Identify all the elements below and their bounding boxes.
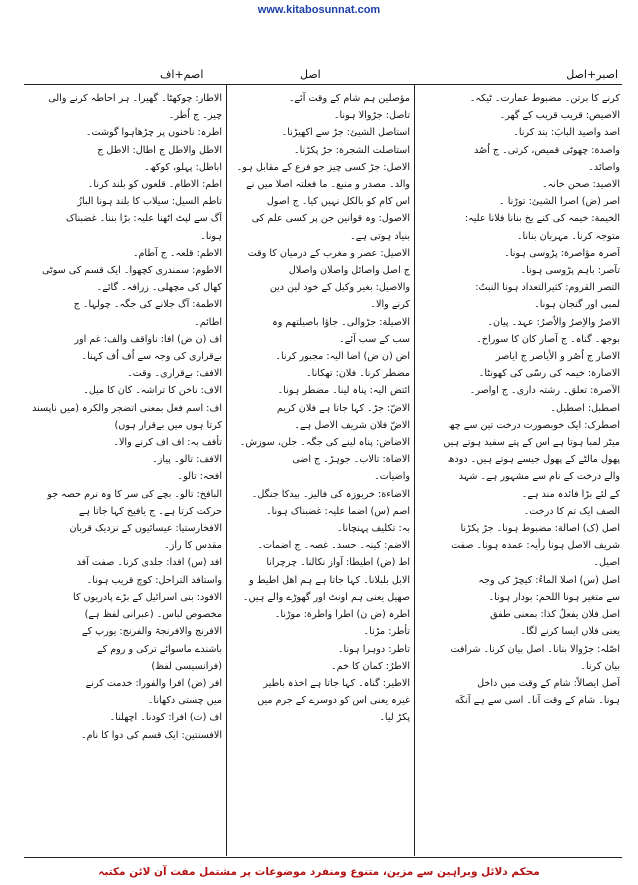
dictionary-line: پکڑ لیا۔ bbox=[379, 712, 410, 724]
dictionary-line: آصرہ مؤاصرة: پڑوسی ہونا۔ bbox=[504, 247, 620, 259]
dictionary-line: چیز۔ ج اُطر۔ bbox=[168, 110, 222, 122]
dictionary-line: تآصر: باہم پڑوسی ہونا۔ bbox=[520, 265, 620, 277]
dictionary-line: باشندے ماسوائے ترکی و روم کے bbox=[97, 643, 222, 655]
dictionary-line: الاف: ناخن کا تراشہ۔ کان کا میل۔ bbox=[83, 385, 222, 397]
dictionary-line: الاضاض: پناہ لینے کی جگہ۔ جلن، سوزش۔ bbox=[239, 437, 410, 449]
column-center bbox=[230, 90, 410, 854]
dictionary-line: مخصوص لباس۔ (عبرانی لفظ ہے) bbox=[84, 609, 222, 621]
dictionary-line: آصل ایصالاً: شام کے وقت میں داخل bbox=[477, 677, 620, 689]
dictionary-line: صهیل یعنی ہم اونٹ اور گھوڑے والے ہیں۔ bbox=[242, 591, 410, 603]
dictionary-line: بنیاد ہوتی ہے۔ bbox=[350, 230, 410, 242]
site-url[interactable]: www.kitabosunnat.com bbox=[257, 4, 381, 16]
dictionary-line: اصد واصید البابَ: بند کرنا۔ bbox=[513, 127, 620, 139]
dictionary-line: اصل فلان یفعلُ کذا: بمعنی طفق bbox=[490, 609, 620, 621]
dictionary-line: الاطوم: سمندری کچھوا۔ ایک قسم کی سوٹی bbox=[42, 265, 222, 277]
dictionary-line: الاضّ فلان شریف الاصل ہے۔ bbox=[294, 419, 410, 431]
dictionary-line: لمبی اور گنجان ہونا۔ bbox=[534, 299, 620, 311]
dictionary-line: کرتا ہوں میں بےقرار ہوں) bbox=[114, 419, 222, 431]
dictionary-line: اط (ض) اطیطا: آواز نکالنا۔ چرچرانا bbox=[266, 557, 410, 569]
dictionary-line: تاصل: جڑوالا ہونا۔ bbox=[333, 110, 410, 122]
dictionary-line: بہ: تکلیف پہنچانا۔ bbox=[336, 523, 410, 535]
dictionary-line: الاضاءة: خربوزہ کی فالیز۔ بیدکا جنگل۔ bbox=[251, 488, 410, 500]
dictionary-line: حرکت کرتا ہے۔ ج یافیخ کہا جاتا ہے bbox=[78, 505, 222, 517]
dictionary-line: الاطمة: آگ جلانے کی جگہ۔ چولہا۔ ج bbox=[73, 299, 222, 311]
dictionary-line: افحہ: تالو۔ bbox=[177, 471, 222, 483]
dictionary-line: الاصیل: عصر و مغرب کے درمیان کا وقت bbox=[247, 247, 410, 259]
dictionary-line: واصدة: چھوٹی قمیص، کرتی۔ ج اُصُد bbox=[473, 144, 620, 156]
column-divider-right bbox=[414, 84, 415, 856]
dictionary-line: سے متغیر ہونا اللحم: بودار ہونا۔ bbox=[488, 591, 620, 603]
dictionary-line: الاطرُ: کمان کا خم۔ bbox=[331, 660, 410, 672]
column-left bbox=[24, 90, 222, 854]
column-divider-left bbox=[226, 84, 227, 856]
dictionary-line: تاطر: دوہرا ہونا۔ bbox=[337, 643, 410, 655]
dictionary-line: مؤصلین ہم شام کے وقت آئے۔ bbox=[288, 93, 410, 104]
dictionary-line: پھول مالٹے کے پھول جیسے ہوتے ہیں۔ دودھ bbox=[447, 454, 620, 466]
dictionary-line: اصر (ض) اصرا الشیئ: توڑنا ۔ bbox=[499, 196, 620, 208]
dictionary-line: افر (ض) افرا والفورا: خدمت کرنے bbox=[85, 677, 222, 689]
dictionary-line: اطرہ (ض ن) اطرا واطرة: موڑنا۔ bbox=[274, 609, 410, 621]
header-right: اصبر+اصل bbox=[566, 68, 618, 81]
dictionary-line: البافخ: تالو۔ بچے کی سر کا وہ نرم حصہ جو bbox=[47, 488, 222, 500]
dictionary-line: ہونا۔ شام کے وقت آنا۔ اسی سے ہے آنکَه bbox=[454, 695, 620, 707]
dictionary-line: بےقراری کی وجہ سے اُف اُف کہنا۔ bbox=[81, 351, 222, 363]
dictionary-line: ہونا۔ bbox=[200, 230, 222, 242]
dictionary-line: الاضّ: جڑ۔ کہا جاتا ہے فلان کریم bbox=[276, 402, 410, 414]
dictionary-line: اصم (س) اضما علیہ: غضبناک ہونا۔ bbox=[266, 505, 410, 517]
dictionary-line: سب کے سب آئے۔ bbox=[339, 333, 410, 345]
footer-text[interactable]: محکم دلائل وبراہین سے مزین، متنوع ومنفرد موضوعات پر مشتمل مفت آن لائن مکتبہ bbox=[98, 866, 540, 878]
dictionary-line: الاصارة: خیمہ کی رسّی کی کھونٹا۔ bbox=[478, 368, 620, 380]
dictionary-line: مقدس کا راز۔ bbox=[164, 540, 222, 552]
dictionary-line: واضیات۔ bbox=[374, 471, 410, 483]
dictionary-line: واستافد التراحل: کوچ قریب ہونا۔ bbox=[86, 574, 222, 586]
dictionary-line: تأطر: مڑنا۔ bbox=[363, 626, 410, 638]
dictionary-line: ائتض الیہ: پناہ لینا۔ مضطر ہونا۔ bbox=[277, 385, 410, 397]
dictionary-line: الافخارستیا: عیسائیوں کے نزدیک قربان bbox=[69, 523, 222, 535]
dictionary-line: واصائد۔ bbox=[588, 161, 620, 173]
dictionary-line: الافسنتین: ایک قسم کی دوا کا نام۔ bbox=[80, 729, 222, 741]
dictionary-line: الاطیر: گناہ۔ کہا جاتا ہے اخذہ باطیر bbox=[263, 677, 410, 689]
dictionary-line: اض (ن ض) اضا الیہ: مجبور کرنا۔ bbox=[275, 351, 410, 363]
header-left: اصم+اف bbox=[160, 68, 204, 81]
dictionary-line: کرنے کا برتن۔ مضبوط عمارت۔ ٹیکہ۔ bbox=[469, 93, 620, 104]
dictionary-line: اصیل۔ bbox=[593, 557, 620, 569]
dictionary-line: الآصرة: تعلق۔ رشتہ داری۔ ج اواصر۔ bbox=[469, 385, 620, 397]
dictionary-line: مضطر کرنا۔ فلان: تھکانا۔ bbox=[306, 368, 410, 380]
dictionary-line: اس کام کو بالکل نہیں کیا۔ ج اصول bbox=[266, 196, 410, 208]
dictionary-line: اصّلہ: جڑوالا بنانا۔ اصل بیان کرنا۔ شرافت bbox=[450, 643, 620, 655]
dictionary-line: التصر القروم: کثیرالتعداد ہونا النبتُ: bbox=[475, 282, 620, 294]
dictionary-line: اباطل: پہلو، کوکھ۔ bbox=[144, 161, 222, 173]
dictionary-line: اصل (س) اصلا الماءُ: کیچڑ کی وجہ bbox=[478, 574, 620, 586]
dictionary-line: متوجہ کرنا۔ مہربان بنانا۔ bbox=[516, 230, 620, 242]
dictionary-line: الخیمة: خیمہ کی کنے یخ بنانا فلانا علیہ: bbox=[464, 213, 620, 225]
dictionary-line: اف (ن ض) افا: ناواقف والف: غم اور bbox=[74, 333, 222, 345]
dictionary-line: کھال کی مچھلی۔ زرافہ۔ گائے۔ bbox=[96, 282, 222, 294]
dictionary-line: الاصید: صحن خانہ۔ bbox=[542, 179, 620, 191]
dictionary-line: اف (ت) افرا: کودنا۔ اچھلنا۔ bbox=[109, 712, 222, 724]
dictionary-line: شریف الاصل ہونا رأیہ: عمدہ ہونا۔ صفت bbox=[451, 540, 620, 552]
dictionary-line: الاصل: جڑ کسی چیز جو فرع کے مقابل ہو۔ bbox=[236, 161, 410, 173]
dictionary-line: تاطم السیل: سیلاب کا بلند ہونا البازُ bbox=[77, 196, 222, 208]
header-rule bbox=[24, 84, 622, 85]
dictionary-line: والد۔ مصدر و منبع۔ ما فعلتہ اصلا میں نے bbox=[246, 179, 410, 191]
footer-rule bbox=[24, 857, 622, 858]
dictionary-line: الاصول: وہ قوانین جن پر کسی علم کی bbox=[251, 213, 410, 225]
header-center: اصل bbox=[300, 68, 321, 81]
dictionary-line: الاضاة: تالاب۔ جوہڑ۔ ج اضی bbox=[292, 454, 410, 466]
dictionary-line: اطم: الاطام۔ قلعوں کو بلند کرنا۔ bbox=[87, 179, 222, 191]
dictionary-line: الافف: بےقراری۔ وقت۔ bbox=[127, 368, 222, 380]
dictionary-line: الاصرُ والاِصرُ والاُصرُ: عہد۔ پیان۔ bbox=[487, 316, 620, 328]
dictionary-line: الاصیص: قریب قریب کے گھر۔ bbox=[499, 110, 620, 122]
dictionary-line: الاضم: کینہ۔ حسد۔ غصہ۔ ج اضمات۔ bbox=[257, 540, 410, 552]
dictionary-line: اطرہ: ناخنوں پر چڑھاہوا گوشت۔ bbox=[85, 127, 222, 139]
dictionary-line: الصف ایک تم کا درخت۔ bbox=[523, 505, 620, 517]
dictionary-line: الاطار: چوکھٹا۔ گھیرا۔ ہر احاطہ کرنے والی bbox=[48, 93, 222, 104]
dictionary-line: آگ سے لپٹ اٹھنا علیہ: بڑا بننا۔ غضبناک bbox=[66, 213, 222, 225]
dictionary-line: استاصلت الشجرة: جڑ پکڑنا۔ bbox=[293, 144, 410, 156]
dictionary-line: اف: اسم فعل بمعنی اتضجر والکرہ (میں ناپسند bbox=[32, 402, 222, 414]
dictionary-line: تأفف بہ: اف اف کرنے والا۔ bbox=[113, 437, 222, 449]
dictionary-line: اصطبل: اصطبل۔ bbox=[550, 402, 620, 414]
dictionary-line: ج اصل واصائل واصلان واصلال bbox=[288, 265, 410, 277]
dictionary-line: الافود: بنی اسرائیل کے بڑے پادریوں کا bbox=[73, 591, 222, 603]
dictionary-line: اصل (ک) اصالة: مضبوط ہونا۔ جڑ پکڑنا bbox=[460, 523, 620, 535]
dictionary-line: والے درخت کے نام سے مشہور ہے۔ شہد bbox=[458, 471, 620, 483]
dictionary-line: اطائم۔ bbox=[194, 316, 222, 328]
dictionary-line: میٹر لمبا ہوتا ہے اس کے پتے سفید ہوتے ہیں bbox=[443, 437, 620, 449]
dictionary-line: الاطم: قلعہ۔ ج آطام۔ bbox=[132, 247, 222, 259]
dictionary-line: الاصیلة: جڑوالی۔ جاؤا باصیلتھم وہ bbox=[272, 316, 410, 328]
dictionary-line: افد (س) افدا: جلدی کرنا۔ صفت آفد bbox=[76, 557, 222, 569]
dictionary-line: الاطل والاطل ج اطال: الاطل ج bbox=[97, 144, 222, 156]
dictionary-line: الافرنج والافرنجۃ والفرنج: یورپ کے bbox=[81, 626, 222, 638]
dictionary-line: الابل بلبلانا۔ کہا جاتا ہے ہم اهل اطیط و bbox=[249, 574, 410, 586]
dictionary-line: کے لئے بڑا فائدہ مند ہے۔ bbox=[521, 488, 620, 500]
dictionary-line: بوجھ۔ گناہ۔ ج آصار کان کا سوراخ۔ bbox=[476, 333, 620, 345]
dictionary-line: الاصار ج اُصُر و الأیاصر ج ایاصر bbox=[495, 351, 620, 363]
column-right bbox=[418, 90, 620, 854]
dictionary-line: میں چستی دکھانا۔ bbox=[147, 695, 222, 707]
dictionary-line: کرنے والا۔ bbox=[370, 299, 410, 311]
dictionary-line: الافف: تالو۔ پیاز۔ bbox=[152, 454, 222, 466]
dictionary-line: (فرانسیسی لفظ) bbox=[151, 660, 222, 672]
dictionary-line: اصطرک: ایک خوبصورت درخت تین سے چھ bbox=[448, 419, 620, 431]
dictionary-line: یعنی فلاں ایسا کرنے لگا۔ bbox=[520, 626, 620, 638]
dictionary-line: بیان کرنا۔ bbox=[580, 660, 620, 672]
dictionary-line: والاصیل: بغیر وکیل کے خود لین دین bbox=[269, 282, 410, 294]
dictionary-line: استاصل الشیئ: جڑ سے اکھیڑنا۔ bbox=[281, 127, 410, 139]
dictionary-line: غیرہ یعنی اس کو دوسرے کے جرم میں bbox=[257, 695, 410, 707]
